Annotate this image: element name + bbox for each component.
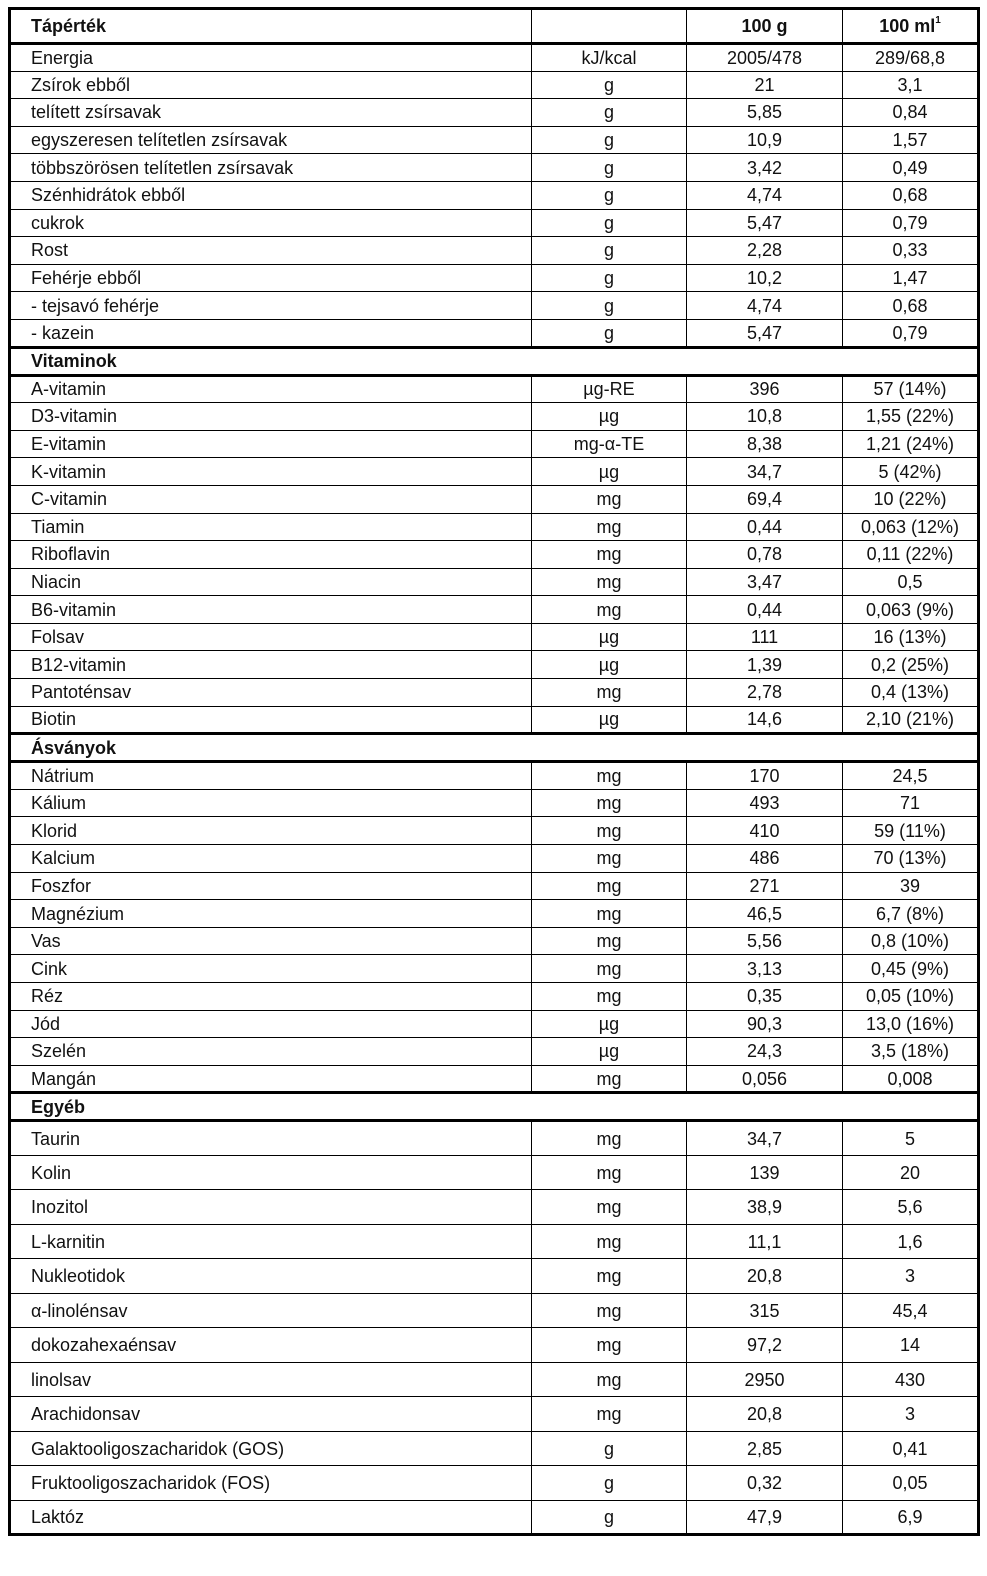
table-row (10, 99, 979, 127)
value-per-100ml: 0,79 (843, 319, 979, 347)
nutrient-name: Mangán (10, 1065, 532, 1093)
value-per-100ml: 1,47 (843, 264, 979, 292)
table-row (10, 983, 979, 1011)
value-per-100g: 4,74 (687, 181, 843, 209)
section-title: Egyéb (10, 1093, 979, 1121)
nutrient-name: B12-vitamin (10, 651, 532, 679)
table-row (10, 1010, 979, 1038)
table-row (10, 1065, 979, 1093)
nutrient-name: Folsav (10, 623, 532, 651)
nutrient-name: α-linolénsav (10, 1293, 532, 1328)
nutrient-name: Inozitol (10, 1190, 532, 1225)
nutrient-unit: µg (532, 458, 687, 486)
footnote-marker: 1 (935, 15, 941, 26)
nutrient-unit: mg (532, 900, 687, 928)
nutrient-unit: g (532, 319, 687, 347)
nutrient-unit: g (532, 1466, 687, 1501)
nutrient-unit: µg (532, 403, 687, 431)
table-row (10, 872, 979, 900)
value-per-100g: 5,47 (687, 209, 843, 237)
table-row (10, 927, 979, 955)
nutrient-name: Foszfor (10, 872, 532, 900)
table-row (10, 955, 979, 983)
nutrient-name: Nátrium (10, 762, 532, 790)
value-per-100ml: 14 (843, 1328, 979, 1363)
nutrient-name: Galaktooligoszacharidok (GOS) (10, 1431, 532, 1466)
value-per-100g: 24,3 (687, 1038, 843, 1066)
nutrient-unit: mg (532, 789, 687, 817)
nutrient-unit: mg (532, 1065, 687, 1093)
value-per-100g: 3,13 (687, 955, 843, 983)
value-per-100g: 2005/478 (687, 44, 843, 72)
nutrient-unit: mg (532, 485, 687, 513)
value-per-100ml: 0,063 (12%) (843, 513, 979, 541)
nutrient-name: D3-vitamin (10, 403, 532, 431)
nutrient-name: C-vitamin (10, 485, 532, 513)
value-per-100g: 46,5 (687, 900, 843, 928)
table-row (10, 71, 979, 99)
nutrient-name: Zsírok ebből (10, 71, 532, 99)
value-per-100g: 111 (687, 623, 843, 651)
value-per-100g: 2,28 (687, 237, 843, 265)
nutrient-unit: mg (532, 845, 687, 873)
value-per-100ml: 24,5 (843, 762, 979, 790)
nutrient-unit: mg (532, 596, 687, 624)
value-per-100g: 14,6 (687, 706, 843, 734)
value-per-100g: 3,47 (687, 568, 843, 596)
nutrient-name: Szénhidrátok ebből (10, 181, 532, 209)
value-per-100ml: 16 (13%) (843, 623, 979, 651)
table-row (10, 319, 979, 347)
table-row (10, 1190, 979, 1225)
header-per-100ml (843, 9, 979, 44)
table-row (10, 623, 979, 651)
value-per-100ml: 0,4 (13%) (843, 679, 979, 707)
nutrient-unit: µg (532, 1038, 687, 1066)
value-per-100ml: 1,21 (24%) (843, 430, 979, 458)
value-per-100g: 10,8 (687, 403, 843, 431)
table-row (10, 209, 979, 237)
nutrient-unit: g (532, 154, 687, 182)
value-per-100ml: 71 (843, 789, 979, 817)
nutrition-table-body (10, 9, 979, 1535)
nutrient-name: többszörösen telítetlen zsírsavak (10, 154, 532, 182)
table-row (10, 44, 979, 72)
header-label: Tápérték (10, 9, 532, 44)
nutrient-name: Taurin (10, 1121, 532, 1156)
value-per-100ml: 45,4 (843, 1293, 979, 1328)
table-row (10, 458, 979, 486)
value-per-100ml: 3 (843, 1259, 979, 1294)
value-per-100ml: 39 (843, 872, 979, 900)
nutrient-unit: mg (532, 927, 687, 955)
table-row (10, 1121, 979, 1156)
nutrient-name: linolsav (10, 1362, 532, 1397)
value-per-100g: 10,2 (687, 264, 843, 292)
nutrition-table (8, 7, 980, 1536)
value-per-100ml: 5 (42%) (843, 458, 979, 486)
nutrient-unit: g (532, 209, 687, 237)
nutrient-name: Kolin (10, 1155, 532, 1190)
nutrient-unit: mg (532, 1155, 687, 1190)
value-per-100g: 0,32 (687, 1466, 843, 1501)
value-per-100g: 1,39 (687, 651, 843, 679)
nutrient-name: B6-vitamin (10, 596, 532, 624)
nutrient-name: Kalcium (10, 845, 532, 873)
value-per-100g: 0,35 (687, 983, 843, 1011)
nutrient-name: L-karnitin (10, 1224, 532, 1259)
value-per-100ml: 59 (11%) (843, 817, 979, 845)
value-per-100ml: 0,33 (843, 237, 979, 265)
value-per-100ml: 0,008 (843, 1065, 979, 1093)
table-row (10, 1362, 979, 1397)
table-row (10, 1155, 979, 1190)
value-per-100ml: 0,84 (843, 99, 979, 127)
nutrient-unit: mg (532, 1224, 687, 1259)
table-row (10, 596, 979, 624)
value-per-100g: 47,9 (687, 1500, 843, 1535)
value-per-100g: 38,9 (687, 1190, 843, 1225)
table-row (10, 264, 979, 292)
nutrient-name: Kálium (10, 789, 532, 817)
value-per-100ml: 10 (22%) (843, 485, 979, 513)
value-per-100g: 20,8 (687, 1259, 843, 1294)
table-row (10, 789, 979, 817)
value-per-100ml: 0,05 (10%) (843, 983, 979, 1011)
table-row (10, 1224, 979, 1259)
value-per-100g: 2,85 (687, 1431, 843, 1466)
nutrient-unit: mg (532, 955, 687, 983)
nutrient-unit: g (532, 1431, 687, 1466)
section-title: Ásványok (10, 734, 979, 762)
value-per-100ml: 57 (14%) (843, 375, 979, 403)
table-row (10, 513, 979, 541)
nutrient-name: Jód (10, 1010, 532, 1038)
value-per-100g: 2950 (687, 1362, 843, 1397)
value-per-100g: 21 (687, 71, 843, 99)
header-per-100g: 100 g (687, 9, 843, 44)
nutrient-name: Niacin (10, 568, 532, 596)
value-per-100g: 315 (687, 1293, 843, 1328)
table-row (10, 1328, 979, 1363)
nutrient-unit: g (532, 126, 687, 154)
value-per-100ml: 430 (843, 1362, 979, 1397)
nutrient-name: cukrok (10, 209, 532, 237)
value-per-100ml: 0,41 (843, 1431, 979, 1466)
nutrient-unit: mg (532, 1362, 687, 1397)
nutrient-name: Energia (10, 44, 532, 72)
nutrient-name: Riboflavin (10, 541, 532, 569)
nutrient-unit: µg (532, 706, 687, 734)
section-row (10, 734, 979, 762)
nutrient-name: E-vitamin (10, 430, 532, 458)
table-row (10, 817, 979, 845)
table-row (10, 651, 979, 679)
table-row (10, 292, 979, 320)
value-per-100g: 10,9 (687, 126, 843, 154)
value-per-100ml: 5 (843, 1121, 979, 1156)
nutrient-unit: g (532, 71, 687, 99)
value-per-100g: 90,3 (687, 1010, 843, 1038)
value-per-100ml: 1,55 (22%) (843, 403, 979, 431)
value-per-100g: 8,38 (687, 430, 843, 458)
value-per-100ml: 0,5 (843, 568, 979, 596)
nutrient-name: Pantoténsav (10, 679, 532, 707)
nutrient-unit: µg (532, 651, 687, 679)
value-per-100ml: 289/68,8 (843, 44, 979, 72)
table-row (10, 1259, 979, 1294)
nutrient-unit: µg-RE (532, 375, 687, 403)
nutrient-name: dokozahexaénsav (10, 1328, 532, 1363)
section-title: Vitaminok (10, 347, 979, 375)
header-unit (532, 9, 687, 44)
value-per-100g: 3,42 (687, 154, 843, 182)
nutrient-unit: mg (532, 1328, 687, 1363)
value-per-100g: 0,056 (687, 1065, 843, 1093)
value-per-100ml: 1,6 (843, 1224, 979, 1259)
value-per-100g: 11,1 (687, 1224, 843, 1259)
nutrient-name: Klorid (10, 817, 532, 845)
nutrient-name: A-vitamin (10, 375, 532, 403)
value-per-100g: 271 (687, 872, 843, 900)
table-row (10, 375, 979, 403)
table-row (10, 679, 979, 707)
section-row (10, 1093, 979, 1121)
value-per-100g: 493 (687, 789, 843, 817)
nutrient-name: Biotin (10, 706, 532, 734)
nutrient-name: - kazein (10, 319, 532, 347)
nutrient-unit: µg (532, 1010, 687, 1038)
nutrient-name: Réz (10, 983, 532, 1011)
table-row (10, 237, 979, 265)
nutrient-unit: g (532, 264, 687, 292)
table-row (10, 430, 979, 458)
header-row (10, 9, 979, 44)
value-per-100ml: 5,6 (843, 1190, 979, 1225)
nutrient-name: Laktóz (10, 1500, 532, 1535)
nutrient-unit: mg (532, 762, 687, 790)
value-per-100ml: 6,7 (8%) (843, 900, 979, 928)
value-per-100g: 2,78 (687, 679, 843, 707)
nutrient-name: Magnézium (10, 900, 532, 928)
value-per-100g: 4,74 (687, 292, 843, 320)
nutrient-unit: mg (532, 568, 687, 596)
value-per-100ml: 2,10 (21%) (843, 706, 979, 734)
table-row (10, 154, 979, 182)
table-row (10, 1431, 979, 1466)
value-per-100ml: 13,0 (16%) (843, 1010, 979, 1038)
section-row (10, 347, 979, 375)
nutrient-unit: mg (532, 983, 687, 1011)
value-per-100g: 34,7 (687, 458, 843, 486)
value-per-100g: 34,7 (687, 1121, 843, 1156)
value-per-100ml: 0,79 (843, 209, 979, 237)
nutrient-name: Szelén (10, 1038, 532, 1066)
table-row (10, 181, 979, 209)
nutrient-unit: mg (532, 1190, 687, 1225)
value-per-100ml: 0,11 (22%) (843, 541, 979, 569)
value-per-100ml: 0,68 (843, 181, 979, 209)
table-row (10, 541, 979, 569)
value-per-100g: 69,4 (687, 485, 843, 513)
nutrient-unit: mg-α-TE (532, 430, 687, 458)
table-row (10, 706, 979, 734)
nutrient-unit: mg (532, 817, 687, 845)
nutrient-name: K-vitamin (10, 458, 532, 486)
value-per-100g: 0,44 (687, 513, 843, 541)
value-per-100ml: 0,2 (25%) (843, 651, 979, 679)
value-per-100ml: 0,05 (843, 1466, 979, 1501)
table-row (10, 485, 979, 513)
table-row (10, 1397, 979, 1432)
nutrient-unit: g (532, 292, 687, 320)
nutrient-unit: g (532, 99, 687, 127)
nutrient-name: telített zsírsavak (10, 99, 532, 127)
nutrient-name: - tejsavó fehérje (10, 292, 532, 320)
value-per-100ml: 3 (843, 1397, 979, 1432)
nutrient-unit: mg (532, 679, 687, 707)
table-row (10, 1500, 979, 1535)
nutrient-unit: mg (532, 1397, 687, 1432)
nutrient-name: Fehérje ebből (10, 264, 532, 292)
nutrient-unit: mg (532, 1293, 687, 1328)
value-per-100ml: 70 (13%) (843, 845, 979, 873)
value-per-100g: 0,44 (687, 596, 843, 624)
value-per-100g: 486 (687, 845, 843, 873)
nutrient-unit: µg (532, 623, 687, 651)
value-per-100ml: 3,5 (18%) (843, 1038, 979, 1066)
nutrient-unit: mg (532, 541, 687, 569)
value-per-100ml: 0,8 (10%) (843, 927, 979, 955)
nutrient-name: Tiamin (10, 513, 532, 541)
nutrient-name: Cink (10, 955, 532, 983)
table-row (10, 568, 979, 596)
nutrient-unit: mg (532, 1121, 687, 1156)
value-per-100ml: 0,45 (9%) (843, 955, 979, 983)
nutrient-unit: kJ/kcal (532, 44, 687, 72)
header-per-100ml-label: 100 ml (879, 16, 936, 36)
table-row (10, 900, 979, 928)
value-per-100g: 139 (687, 1155, 843, 1190)
value-per-100ml: 0,68 (843, 292, 979, 320)
nutrient-unit: mg (532, 513, 687, 541)
value-per-100ml: 6,9 (843, 1500, 979, 1535)
value-per-100g: 0,78 (687, 541, 843, 569)
nutrient-name: Vas (10, 927, 532, 955)
nutrient-name: Rost (10, 237, 532, 265)
value-per-100g: 410 (687, 817, 843, 845)
nutrient-unit: mg (532, 1259, 687, 1294)
table-row (10, 845, 979, 873)
table-row (10, 762, 979, 790)
nutrient-unit: g (532, 181, 687, 209)
nutrient-unit: g (532, 237, 687, 265)
value-per-100ml: 20 (843, 1155, 979, 1190)
table-row (10, 403, 979, 431)
table-row (10, 1038, 979, 1066)
nutrient-name: Nukleotidok (10, 1259, 532, 1294)
nutrient-name: egyszeresen telítetlen zsírsavak (10, 126, 532, 154)
nutrient-unit: g (532, 1500, 687, 1535)
nutrient-name: Arachidonsav (10, 1397, 532, 1432)
value-per-100g: 20,8 (687, 1397, 843, 1432)
value-per-100g: 5,85 (687, 99, 843, 127)
value-per-100g: 170 (687, 762, 843, 790)
nutrient-unit: mg (532, 872, 687, 900)
table-row (10, 1293, 979, 1328)
table-row (10, 1466, 979, 1501)
value-per-100ml: 1,57 (843, 126, 979, 154)
value-per-100ml: 3,1 (843, 71, 979, 99)
nutrient-name: Fruktooligoszacharidok (FOS) (10, 1466, 532, 1501)
value-per-100g: 97,2 (687, 1328, 843, 1363)
value-per-100g: 5,56 (687, 927, 843, 955)
table-row (10, 126, 979, 154)
value-per-100ml: 0,063 (9%) (843, 596, 979, 624)
value-per-100g: 5,47 (687, 319, 843, 347)
value-per-100g: 396 (687, 375, 843, 403)
value-per-100ml: 0,49 (843, 154, 979, 182)
